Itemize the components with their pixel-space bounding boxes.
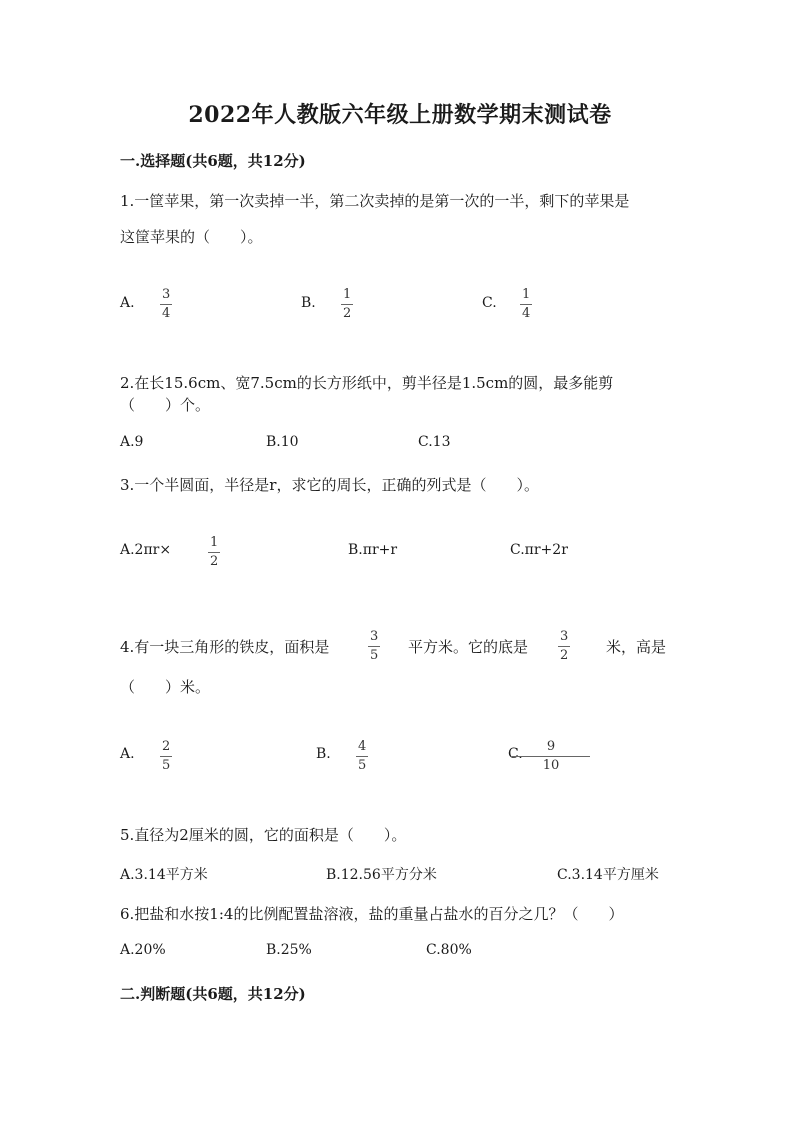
q4-option-c-label: C. — [508, 746, 523, 762]
q3-option-c: C.πr+2r — [510, 542, 568, 558]
numerator: 3 — [560, 629, 569, 644]
fraction-bar — [160, 756, 172, 757]
q4-area-fraction — [368, 629, 380, 664]
q1-option-a-fraction — [160, 287, 172, 322]
question-5-line-1: 5.直径为2厘米的圆，它的面积是（ ）。 — [120, 826, 407, 844]
q1-option-b-label: B. — [301, 295, 316, 311]
q4-option-c-fraction — [512, 739, 590, 774]
fraction-bar — [208, 552, 220, 553]
q4-base-fraction — [558, 629, 570, 664]
q3-option-b: B.πr+r — [348, 542, 398, 558]
numerator: 3 — [162, 287, 171, 302]
numerator: 1 — [522, 287, 531, 302]
q1-option-b-fraction — [341, 287, 353, 322]
q2-option-b: B.10 — [266, 434, 299, 450]
fraction-bar — [368, 646, 380, 647]
numerator: 1 — [210, 535, 219, 550]
question-3-line-1: 3.一个半圆面，半径是r，求它的周长，正确的列式是（ ）。 — [120, 476, 539, 494]
denominator: 10 — [542, 758, 560, 773]
question-2-line-1: 2.在长15.6cm、宽7.5cm的长方形纸中，剪半径是1.5cm的圆，最多能剪 — [120, 374, 614, 392]
q3-option-a-fraction — [208, 535, 220, 570]
denominator: 5 — [358, 758, 367, 773]
denominator: 5 — [370, 648, 379, 663]
section-heading-choice: 一.选择题(共6题，共12分) — [120, 152, 306, 170]
fraction-bar — [341, 304, 353, 305]
q6-option-c: C.80% — [426, 942, 472, 958]
denominator: 4 — [522, 306, 531, 321]
q5-option-a: A.3.14平方米 — [120, 867, 208, 883]
fraction-bar — [160, 304, 172, 305]
question-4-line-2: （ ）米。 — [120, 678, 211, 696]
denominator: 4 — [162, 306, 171, 321]
question-4-part-1: 4.有一块三角形的铁皮，面积是 — [120, 638, 330, 656]
page-title: 2022年人教版六年级上册数学期末测试卷 — [188, 102, 612, 128]
numerator: 3 — [370, 629, 379, 644]
q6-option-a: A.20% — [120, 942, 166, 958]
q3-option-a-text: A.2πr× — [120, 542, 172, 558]
question-1-line-2: 这筐苹果的（ ）。 — [120, 228, 263, 246]
q4-option-b-label: B. — [316, 746, 331, 762]
fraction-bar — [512, 756, 590, 757]
q5-option-b: B.12.56平方分米 — [326, 867, 437, 883]
section-heading-judgment: 二.判断题(共6题，共12分) — [120, 985, 306, 1003]
q4-option-a-fraction — [160, 739, 172, 774]
denominator: 2 — [210, 554, 219, 569]
denominator: 2 — [560, 648, 569, 663]
fraction-bar — [356, 756, 368, 757]
q2-option-c: C.13 — [418, 434, 451, 450]
question-4-part-2: 平方米。它的底是 — [408, 638, 529, 656]
denominator: 2 — [343, 306, 352, 321]
question-2-line-2: （ ）个。 — [120, 396, 211, 414]
numerator: 2 — [162, 739, 171, 754]
question-6-line-1: 6.把盐和水按1:4的比例配置盐溶液，盐的重量占盐水的百分之几？（ ） — [120, 905, 624, 923]
q1-option-c-label: C. — [482, 295, 497, 311]
q4-option-b-fraction — [356, 739, 368, 774]
q1-option-c-fraction — [520, 287, 532, 322]
q6-option-b: B.25% — [266, 942, 312, 958]
numerator: 9 — [546, 739, 556, 754]
numerator: 1 — [343, 287, 352, 302]
q4-option-a-label: A. — [120, 746, 135, 762]
question-4-part-3: 米，高是 — [606, 638, 667, 656]
question-1-line-1: 1.一筐苹果，第一次卖掉一半，第二次卖掉的是第一次的一半，剩下的苹果是 — [120, 192, 630, 210]
fraction-bar — [558, 646, 570, 647]
numerator: 4 — [358, 739, 367, 754]
q1-option-a-label: A. — [120, 295, 135, 311]
denominator: 5 — [162, 758, 171, 773]
q2-option-a: A.9 — [120, 434, 144, 450]
q5-option-c: C.3.14平方厘米 — [557, 867, 659, 883]
fraction-bar — [520, 304, 532, 305]
